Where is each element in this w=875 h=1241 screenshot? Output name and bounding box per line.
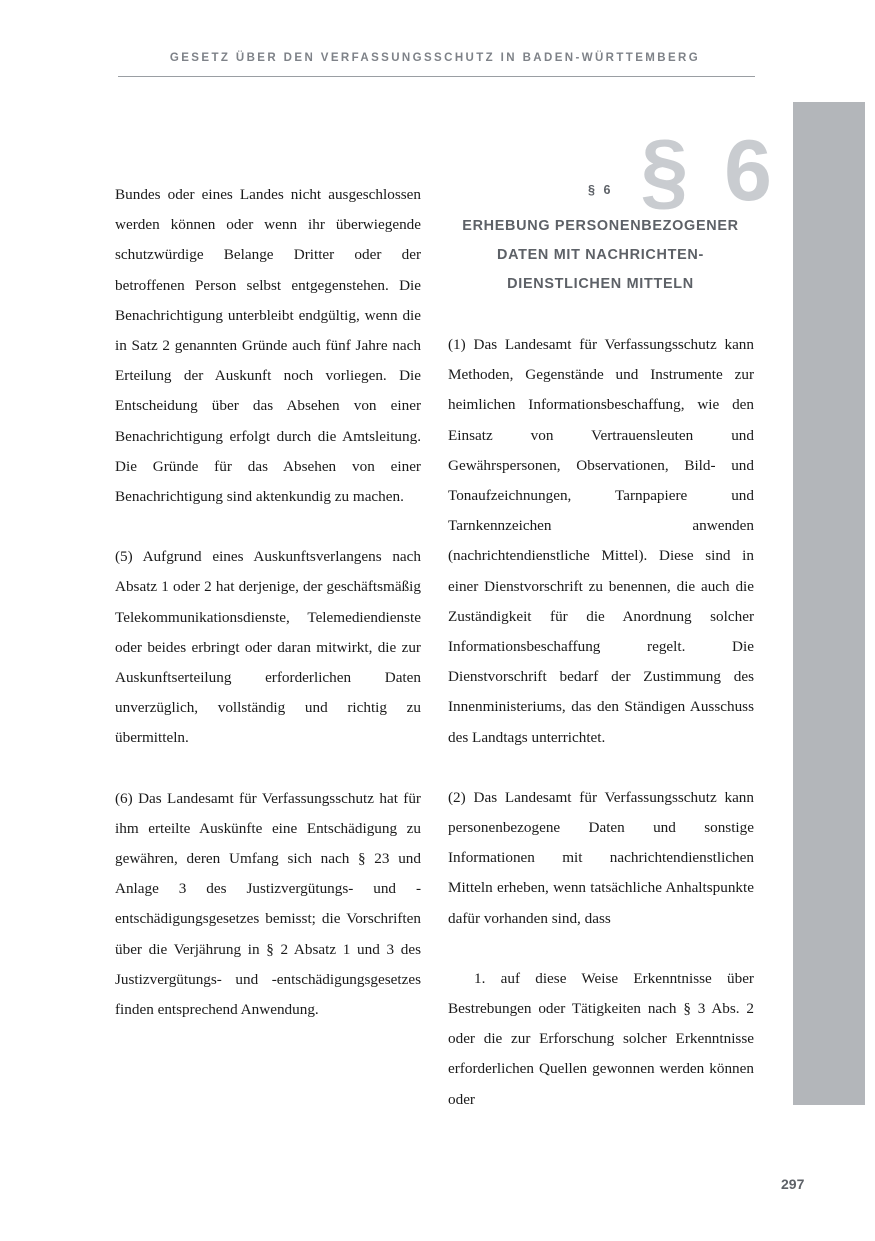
running-head: GESETZ ÜBER DEN VERFASSUNGSSCHUTZ IN BADEN-WÜRTTEMBERG [169,52,701,64]
paragraph: (5) Aufgrund eines Auskunftsverlangens nach Absatz 1 oder 2 hat derjenige, der geschäftsmäßig Telekommunikationsdienste, Telemediendienste oder beides erbringt oder daran mitwirkt, die zur Auskunftserteilung erforderlichen Daten unverzüglich, vollständig und richtig zu übermitteln. [115,548,421,747]
page-edge-marker [793,102,865,1105]
paragraph: (6) Das Landesamt für Verfassungsschutz hat für ihm erteilte Auskünfte eine Entschädigung zu gewähren, deren Umfang sich nach § 23 und Anlage 3 des Justizvergütungs- und -entschädigungsgesetzes bemisst; die Vorschriften über die Verjährung in § 2 Absatz 1 und 3 des Justizvergütungs- und -entschädigungsgesetzes finden entsprechend Anwendung. [115,789,421,1019]
page-number: 297 [781,1176,805,1192]
body-column-right [448,330,754,1115]
section-title: ERHEBUNG PERSONENBEZOGENER DATEN MIT NACHRICHTEN- DIENSTLICHEN MITTELN [462,218,739,292]
body-column-left [115,180,421,1025]
paragraph: (2) Das Landesamt für Verfassungsschutz kann personenbezogene Daten und sonstige Informationen mit nachrichtendienstlichen Mitteln erheben, wenn tatsächliche Anhaltspunkte dafür vorhanden sind, dass [448,788,754,927]
paragraph: Bundes oder eines Landes nicht ausgeschlossen werden können oder wenn ihr überwiegende schutzwürdige Belange Dritter oder der betroffenen Person selbst entgegenstehen. Die Benachrichtigung unterbleibt endgültig, wenn die in Satz 2 genannten Gründe auch fünf Jahre nach Erteilung der Auskunft noch vorliegen. Die Entscheidung über das Absehen von einer Benachrichtigung erfolgt durch die Amtsleitung. Die Gründe für das Absehen von einer Benachrichtigung sind aktenkundig zu machen. [115,186,421,506]
numbered-item: 1. auf diese Weise Erkenntnisse über Bestrebungen oder Tätigkeiten nach § 3 Abs. 2 oder die zur Erforschung solcher Erkenntnisse erforderlichen Quellen gewonnen werden können oder [448,969,754,1108]
decorative-section-number: § 6 [640,123,778,219]
section-label: § 6 [588,183,613,197]
running-head-rule [118,76,755,77]
paragraph: (1) Das Landesamt für Verfassungsschutz kann Methoden, Gegenstände und Instrumente zur heimlichen Informationsbeschaffung, wie den Einsatz von Vertrauensleuten und Gewährspersonen, Observationen, Bild- und Tonaufzeichnungen, Tarnpapiere und Tarnkennzeichen anwenden (nachrichtendienstliche Mittel). Diese sind in einer Dienstvorschrift zu benennen, die auch die Zuständigkeit für die Anordnung solcher Informationsbeschaffung regelt. Die Dienstvorschrift bedarf der Zustimmung des Innenministeriums, das den Ständigen Ausschuss des Landtags unterrichtet. [448,336,754,746]
